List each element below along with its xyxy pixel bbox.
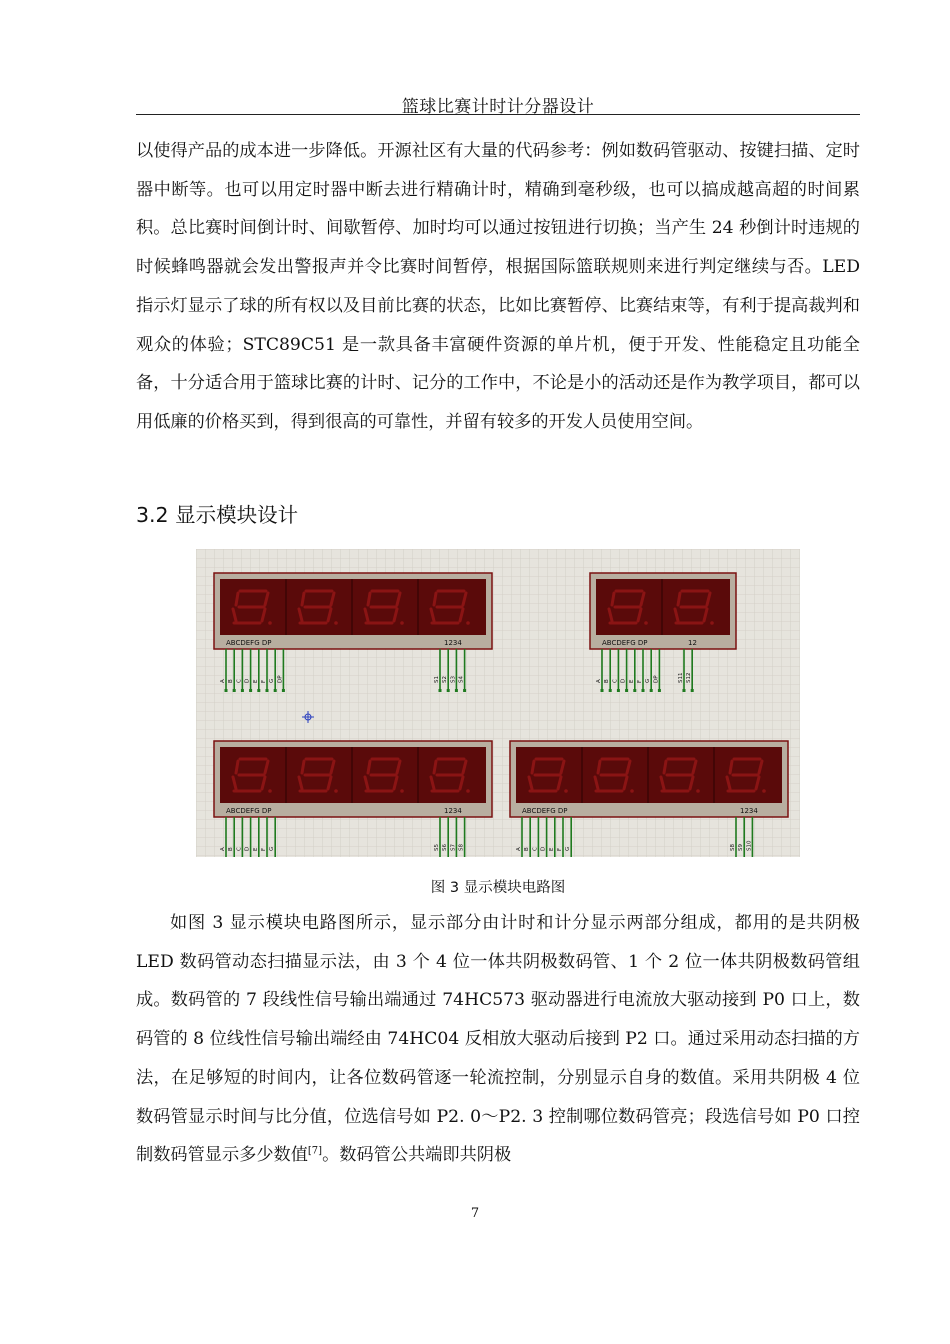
digit-label: 1234 — [444, 807, 462, 815]
pin-end — [601, 689, 604, 692]
pin-label: B — [604, 679, 611, 683]
select-pin-label: S3 — [450, 676, 457, 683]
body-paragraph-1: 以使得产品的成本进一步降低。开源社区有大量的代码参考：例如数码管驱动、按键扫描、定时器中断等。也可以用定时器中断去进行精确计时，精确到毫秒级，也可以搞成越高超的时间累积。总比赛时间倒计时、间歇暂停、加时均可以通过按钮进行切换；当产生 24 秒倒计时违规的时候蜂鸣器就会发出警报声并令比赛时间暂停，根据国际篮联规则来进行判定继续与否。LED 指示灯显示了球的所有权以及目前比赛的状态，比如比赛暂停、比赛结束等，有利于提高裁判和观众的体验；STC89C51 是一款具备丰富硬件资源的单片机，便于开发、性能稳定且功能全备，十分适合用于篮球比赛的计时、记分的工作中，不论是小的活动还是作为教学项目，都可以用低廉的价格买到，得到很高的可靠性，并留有较多的开发人员使用空间。 — [136, 141, 860, 432]
paragraph-2-tail: 。数码管公共端即共阴极 — [322, 1145, 512, 1166]
running-header: 篮球比赛计时计分器设计 — [401, 97, 595, 117]
pin-end — [249, 689, 252, 692]
select-pin-label: S2 — [442, 676, 449, 683]
decimal-point — [334, 621, 338, 625]
pin-label: G — [269, 678, 276, 683]
pin-label: B — [228, 679, 235, 683]
segment — [434, 593, 436, 605]
pin-label: E — [252, 679, 259, 683]
digit-label: 12 — [688, 639, 697, 647]
select-pin-label: S12 — [686, 672, 693, 683]
pin-label: B — [524, 847, 531, 851]
decimal-point — [334, 789, 338, 793]
segment — [612, 593, 614, 605]
pin-label: A — [596, 679, 602, 683]
pin-label: C — [612, 679, 619, 683]
segment — [664, 761, 666, 773]
pin-label: F — [261, 847, 267, 851]
segment — [302, 593, 304, 605]
pin-label: D — [244, 678, 251, 683]
decimal-point — [644, 621, 648, 625]
decimal-point — [696, 789, 700, 793]
pin-end — [625, 689, 628, 692]
decimal-point — [466, 621, 470, 625]
pin-label: C — [236, 847, 243, 851]
pin-label: E — [548, 847, 555, 851]
segment-label: ABCDEFG DP — [522, 807, 568, 815]
figure-caption: 图 3 显示模块电路图 — [430, 880, 566, 896]
pin-label: A — [220, 847, 226, 851]
segment — [236, 761, 238, 773]
select-pin-label: S1 — [434, 676, 440, 683]
decimal-point — [268, 621, 272, 625]
citation-ref: [7] — [307, 1145, 323, 1157]
select-pin-label: S6 — [442, 844, 449, 851]
pin-label: C — [532, 847, 539, 851]
pin-label: E — [252, 847, 259, 851]
pin-label: DP — [277, 675, 284, 683]
pin-label: G — [565, 846, 572, 851]
decimal-point — [762, 789, 766, 793]
select-pin-end — [455, 689, 458, 692]
page-number: 7 — [470, 1206, 480, 1221]
select-pin-label: S5 — [434, 844, 440, 851]
pin-label: D — [620, 678, 627, 683]
pin-end — [225, 689, 228, 692]
pin-end — [642, 689, 645, 692]
pin-label: A — [220, 679, 226, 683]
pin-end — [282, 689, 285, 692]
decimal-point — [400, 621, 404, 625]
pin-label: C — [236, 679, 243, 683]
segment-label: ABCDEFG DP — [226, 807, 272, 815]
section-heading: 3.2 显示模块设计 — [136, 503, 299, 527]
pin-end — [609, 689, 612, 692]
decimal-point — [630, 789, 634, 793]
pin-label: F — [557, 847, 563, 851]
pin-end — [617, 689, 620, 692]
select-pin-end — [439, 689, 442, 692]
header-rule — [136, 114, 860, 115]
segment-label: ABCDEFG DP — [602, 639, 648, 647]
pin-label: D — [244, 846, 251, 851]
decimal-point — [400, 789, 404, 793]
select-pin-end — [463, 689, 466, 692]
segment — [302, 761, 304, 773]
segment — [368, 761, 370, 773]
pin-label: DP — [653, 675, 660, 683]
pin-label: F — [637, 679, 643, 683]
select-pin-end — [447, 689, 450, 692]
select-pin-label: S4 — [458, 676, 465, 683]
pin-end — [633, 689, 636, 692]
pin-end — [658, 689, 661, 692]
pin-end — [233, 689, 236, 692]
segment — [236, 593, 238, 605]
select-pin-label: S10 — [746, 840, 753, 851]
pin-label: B — [228, 847, 235, 851]
display-circuit-figure — [196, 549, 800, 857]
select-pin-label: S9 — [738, 844, 745, 851]
segment — [532, 761, 534, 773]
paragraph-2-text: 如图 3 显示模块电路图所示，显示部分由计时和计分显示两部分组成，都用的是共阴极 LED 数码管动态扫描显示法，由 3 个 4 位一体共阴极数码管、1 个 2 位一体共阴极数码管组成。数码管的 7 段线性信号输出端通过 74HC573 驱动器进行电流放大驱动接到 P0 口上，数码管的 8 位线性信号输出端经由 74HC04 反相放大驱动后接到 P2 口。通过采用动态扫描的方法，在足够短的时间内，让各位数码管逐一轮流控制，分别显示自身的数值。采用共阴极 4 位数码管显示时间与比分值，位选信号如 P2. 0～P2. 3 控制哪位数码管亮；段选信号如 P0 口控制数码管显示多少数值 — [136, 913, 860, 1166]
body-paragraph-2 — [136, 904, 860, 1175]
segment — [678, 593, 680, 605]
select-pin-label: S8 — [458, 844, 465, 851]
select-pin-end — [683, 689, 686, 692]
decimal-point — [466, 789, 470, 793]
segment — [730, 761, 732, 773]
pin-label: G — [269, 846, 276, 851]
decimal-point — [564, 789, 568, 793]
pin-end — [257, 689, 260, 692]
decimal-point — [268, 789, 272, 793]
digit-label: 1234 — [444, 639, 462, 647]
select-pin-label: S8 — [730, 844, 736, 851]
select-pin-label: S7 — [450, 844, 457, 851]
segment — [598, 761, 600, 773]
digit-label: 1234 — [740, 807, 758, 815]
pin-end — [650, 689, 653, 692]
pin-end — [274, 689, 277, 692]
pin-label: D — [540, 846, 547, 851]
pin-end — [241, 689, 244, 692]
select-pin-label: S11 — [678, 672, 684, 683]
segment — [434, 761, 436, 773]
pin-label: F — [261, 679, 267, 683]
pin-label: A — [516, 847, 522, 851]
decimal-point — [710, 621, 714, 625]
pin-end — [266, 689, 269, 692]
pin-label: G — [645, 678, 652, 683]
segment-label: ABCDEFG DP — [226, 639, 272, 647]
segment — [368, 593, 370, 605]
pin-label: E — [628, 679, 635, 683]
select-pin-end — [691, 689, 694, 692]
